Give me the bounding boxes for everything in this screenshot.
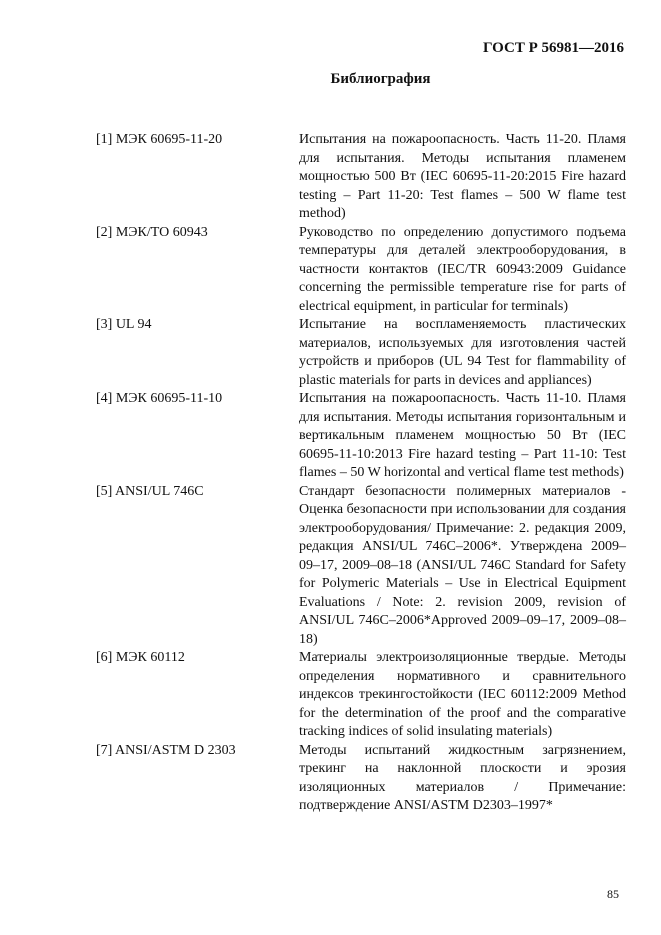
reference-text: Руководство по определению допустимого подъема температуры для деталей электрооборудования, в частности контактов (IEC/TR 60943:2009 Guidance concerning the permissible temperature rise for parts of electrical equipment, in particular for terminals)	[299, 224, 626, 314]
reference-id: [2] МЭК/ТО 60943	[96, 224, 208, 240]
bibliography-entry	[96, 316, 626, 390]
reference-id: [5] ANSI/UL 746C	[96, 483, 204, 499]
document-header: ГОСТ Р 56981—2016	[482, 40, 624, 56]
bibliography-entry	[96, 649, 626, 742]
page-title: Библиография	[330, 71, 431, 87]
bibliography-entry	[96, 224, 626, 317]
reference-text: Материалы электроизоляционные твердые. Методы определения нормативного и сравнительного индексов трекингостойкости (IEC 60112:2009 Method for the determination of the proof and the comparative tracking indices of solid insulating materials)	[299, 650, 626, 739]
reference-text: Методы испытаний жидкостным загрязнением, трекинг на наклонной плоскости и эрозия изоляционных материалов / Примечание: подтверждение ANSI/ASTM D2303–1997*	[299, 742, 626, 813]
reference-id: [1] МЭК 60695-11-20	[96, 132, 223, 147]
bibliography-entry	[96, 390, 626, 483]
reference-text: Испытания на пожароопасность. Часть 11-10. Пламя для испытания. Методы испытания горизонтальным и вертикальным пламенем мощностью 50 Вт (IEC 60695-11-10:2013 Fire hazard testing – Part 11-10: Test flames – 50 W horizontal and vertical flame test methods)	[299, 391, 626, 480]
bibliography-list	[96, 131, 626, 816]
reference-text: Испытания на пожароопасность. Часть 11-20. Пламя для испытания. Методы испытания пламенем мощностью 500 Вт (IEC 60695-11-20:2015 Fire hazard testing – Part 11-20: Test flames – 500 W flame test method)	[299, 132, 626, 221]
reference-id: [6] МЭК 60112	[96, 650, 185, 665]
reference-text: Стандарт безопасности полимерных материалов - Оценка безопасности при использовании для создания электрооборудования/ Примечание: 2. редакция 2009, редакция ANSI/UL 746C–2006*. Утверждена 2009–09–17, 2009–08–18 (ANSI/UL 746C Standard for Safety for Polymeric Materials – Use in Electrical Equipment Evaluations / Note: 2. revision 2009, revision of ANSI/UL 746C–2006*Approved 2009–09–17, 2009–08–18)	[299, 483, 626, 647]
bibliography-entry	[96, 742, 626, 816]
reference-id: [7] ANSI/ASTM D 2303	[96, 742, 236, 758]
reference-id: [4] МЭК 60695-11-10	[96, 391, 223, 406]
bibliography-entry	[96, 483, 626, 650]
reference-text: Испытание на воспламеняемость пластических материалов, используемых для изготовления частей устройств и приборов (UL 94 Test for flammability of plastic materials for parts in devices and appliances)	[299, 317, 626, 388]
bibliography-entry	[96, 131, 626, 224]
reference-id: [3] UL 94	[96, 317, 152, 332]
page-number: 85	[607, 887, 619, 901]
